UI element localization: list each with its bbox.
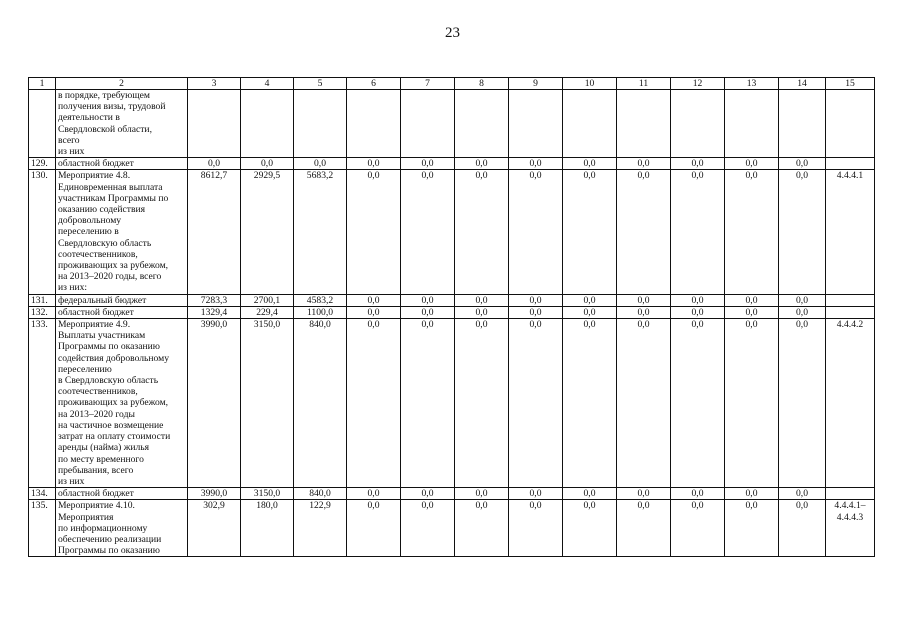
value-cell: 0,0 xyxy=(725,500,779,557)
value-cell: 3150,0 xyxy=(241,319,294,488)
value-cell: 3150,0 xyxy=(241,488,294,500)
value-cell: 0,0 xyxy=(779,306,826,318)
column-header-5: 5 xyxy=(294,78,347,90)
value-cell: 0,0 xyxy=(509,319,563,488)
value-cell: 0,0 xyxy=(725,158,779,170)
value-cell: 0,0 xyxy=(241,158,294,170)
column-header-3: 3 xyxy=(188,78,241,90)
table-row xyxy=(29,500,875,557)
value-cell: 0,0 xyxy=(188,158,241,170)
row-number: 133. xyxy=(29,319,56,488)
value-cell: 0,0 xyxy=(779,319,826,488)
value-cell: 0,0 xyxy=(779,488,826,500)
column-header-14: 14 xyxy=(779,78,826,90)
value-cell: 0,0 xyxy=(617,158,671,170)
value-cell: 0,0 xyxy=(401,170,455,294)
value-cell: 0,0 xyxy=(725,488,779,500)
value-cell: 0,0 xyxy=(563,158,617,170)
row-code xyxy=(826,306,875,318)
value-cell: 0,0 xyxy=(779,500,826,557)
value-cell xyxy=(563,90,617,158)
value-cell: 0,0 xyxy=(671,488,725,500)
value-cell: 0,0 xyxy=(617,500,671,557)
column-header-6: 6 xyxy=(347,78,401,90)
value-cell: 0,0 xyxy=(563,294,617,306)
value-cell xyxy=(725,90,779,158)
value-cell: 0,0 xyxy=(779,158,826,170)
column-header-7: 7 xyxy=(401,78,455,90)
page-number: 23 xyxy=(445,25,460,41)
value-cell: 0,0 xyxy=(617,488,671,500)
value-cell: 302,9 xyxy=(188,500,241,557)
table-row xyxy=(29,170,875,294)
value-cell: 7283,3 xyxy=(188,294,241,306)
row-name: Мероприятие 4.10. Мероприятия по информационному обеспечению реализации Программы по оказанию xyxy=(56,500,188,557)
column-header-4: 4 xyxy=(241,78,294,90)
table-row xyxy=(29,488,875,500)
table-row xyxy=(29,306,875,318)
value-cell xyxy=(241,90,294,158)
value-cell: 3990,0 xyxy=(188,319,241,488)
value-cell xyxy=(347,90,401,158)
value-cell: 122,9 xyxy=(294,500,347,557)
value-cell xyxy=(455,90,509,158)
row-number: 134. xyxy=(29,488,56,500)
value-cell: 0,0 xyxy=(671,170,725,294)
value-cell: 0,0 xyxy=(779,170,826,294)
value-cell: 0,0 xyxy=(563,500,617,557)
value-cell: 0,0 xyxy=(347,306,401,318)
value-cell: 0,0 xyxy=(725,319,779,488)
value-cell: 0,0 xyxy=(401,500,455,557)
table-row xyxy=(29,319,875,488)
row-name: областной бюджет xyxy=(56,306,188,318)
value-cell: 0,0 xyxy=(347,170,401,294)
value-cell xyxy=(509,90,563,158)
value-cell: 180,0 xyxy=(241,500,294,557)
value-cell: 0,0 xyxy=(455,170,509,294)
row-number: 132. xyxy=(29,306,56,318)
value-cell: 0,0 xyxy=(347,294,401,306)
row-number: 135. xyxy=(29,500,56,557)
value-cell: 0,0 xyxy=(347,158,401,170)
row-number xyxy=(29,90,56,158)
value-cell: 0,0 xyxy=(347,319,401,488)
header-row xyxy=(29,78,875,90)
value-cell: 0,0 xyxy=(563,306,617,318)
value-cell: 0,0 xyxy=(401,294,455,306)
value-cell: 0,0 xyxy=(725,294,779,306)
value-cell: 0,0 xyxy=(347,488,401,500)
value-cell: 3990,0 xyxy=(188,488,241,500)
value-cell: 0,0 xyxy=(401,158,455,170)
row-code xyxy=(826,158,875,170)
value-cell: 0,0 xyxy=(455,158,509,170)
value-cell: 0,0 xyxy=(671,500,725,557)
row-code xyxy=(826,294,875,306)
value-cell: 8612,7 xyxy=(188,170,241,294)
row-code: 4.4.4.1 xyxy=(826,170,875,294)
table-row xyxy=(29,294,875,306)
table-body xyxy=(29,90,875,557)
value-cell: 840,0 xyxy=(294,319,347,488)
row-name: федеральный бюджет xyxy=(56,294,188,306)
value-cell: 0,0 xyxy=(617,319,671,488)
value-cell: 840,0 xyxy=(294,488,347,500)
column-header-2: 2 xyxy=(56,78,188,90)
value-cell: 0,0 xyxy=(671,306,725,318)
value-cell: 0,0 xyxy=(671,294,725,306)
value-cell: 0,0 xyxy=(671,158,725,170)
value-cell: 0,0 xyxy=(617,294,671,306)
value-cell: 0,0 xyxy=(509,294,563,306)
value-cell xyxy=(401,90,455,158)
row-name: Мероприятие 4.9. Выплаты участникам Программы по оказанию содействия добровольному переселению в Свердловскую область соотечественников, проживающих за рубежом, на 2013–2020 годы на частичное возмещение затрат на оплату стоимости аренды (найма) жилья по месту временного пребывания, всего из них xyxy=(56,319,188,488)
value-cell: 0,0 xyxy=(401,306,455,318)
value-cell xyxy=(671,90,725,158)
value-cell: 0,0 xyxy=(617,306,671,318)
row-number: 129. xyxy=(29,158,56,170)
table-row xyxy=(29,158,875,170)
column-header-12: 12 xyxy=(671,78,725,90)
value-cell: 0,0 xyxy=(455,294,509,306)
value-cell: 0,0 xyxy=(455,319,509,488)
row-name: областной бюджет xyxy=(56,488,188,500)
value-cell: 229,4 xyxy=(241,306,294,318)
row-code xyxy=(826,90,875,158)
value-cell: 0,0 xyxy=(509,488,563,500)
value-cell: 2929,5 xyxy=(241,170,294,294)
column-header-15: 15 xyxy=(826,78,875,90)
column-header-1: 1 xyxy=(29,78,56,90)
row-number: 130. xyxy=(29,170,56,294)
column-header-13: 13 xyxy=(725,78,779,90)
value-cell: 0,0 xyxy=(779,294,826,306)
value-cell: 0,0 xyxy=(455,488,509,500)
row-name: областной бюджет xyxy=(56,158,188,170)
value-cell xyxy=(617,90,671,158)
value-cell: 0,0 xyxy=(401,319,455,488)
table-row xyxy=(29,90,875,158)
value-cell: 0,0 xyxy=(509,158,563,170)
value-cell: 0,0 xyxy=(347,500,401,557)
column-header-8: 8 xyxy=(455,78,509,90)
column-header-10: 10 xyxy=(563,78,617,90)
row-number: 131. xyxy=(29,294,56,306)
value-cell: 0,0 xyxy=(725,306,779,318)
value-cell xyxy=(294,90,347,158)
value-cell: 1329,4 xyxy=(188,306,241,318)
budget-table xyxy=(28,77,875,557)
value-cell: 0,0 xyxy=(455,306,509,318)
column-header-9: 9 xyxy=(509,78,563,90)
row-name: Мероприятие 4.8. Единовременная выплата участникам Программы по оказанию содействия добровольному переселению в Свердловскую область соотечественников, проживающих за рубежом, на 2013–2020 годы, всего из них: xyxy=(56,170,188,294)
row-code: 4.4.4.1– 4.4.4.3 xyxy=(826,500,875,557)
row-code xyxy=(826,488,875,500)
value-cell: 0,0 xyxy=(509,500,563,557)
value-cell: 0,0 xyxy=(509,306,563,318)
value-cell: 0,0 xyxy=(563,170,617,294)
value-cell: 1100,0 xyxy=(294,306,347,318)
value-cell: 0,0 xyxy=(671,319,725,488)
value-cell: 0,0 xyxy=(294,158,347,170)
column-header-11: 11 xyxy=(617,78,671,90)
value-cell: 0,0 xyxy=(617,170,671,294)
value-cell: 0,0 xyxy=(509,170,563,294)
value-cell xyxy=(779,90,826,158)
value-cell: 0,0 xyxy=(455,500,509,557)
value-cell: 4583,2 xyxy=(294,294,347,306)
value-cell xyxy=(188,90,241,158)
row-name: в порядке, требующем получения визы, трудовой деятельности в Свердловской области, всего из них xyxy=(56,90,188,158)
value-cell: 0,0 xyxy=(725,170,779,294)
value-cell: 0,0 xyxy=(563,319,617,488)
value-cell: 2700,1 xyxy=(241,294,294,306)
value-cell: 0,0 xyxy=(401,488,455,500)
row-code: 4.4.4.2 xyxy=(826,319,875,488)
value-cell: 5683,2 xyxy=(294,170,347,294)
value-cell: 0,0 xyxy=(563,488,617,500)
